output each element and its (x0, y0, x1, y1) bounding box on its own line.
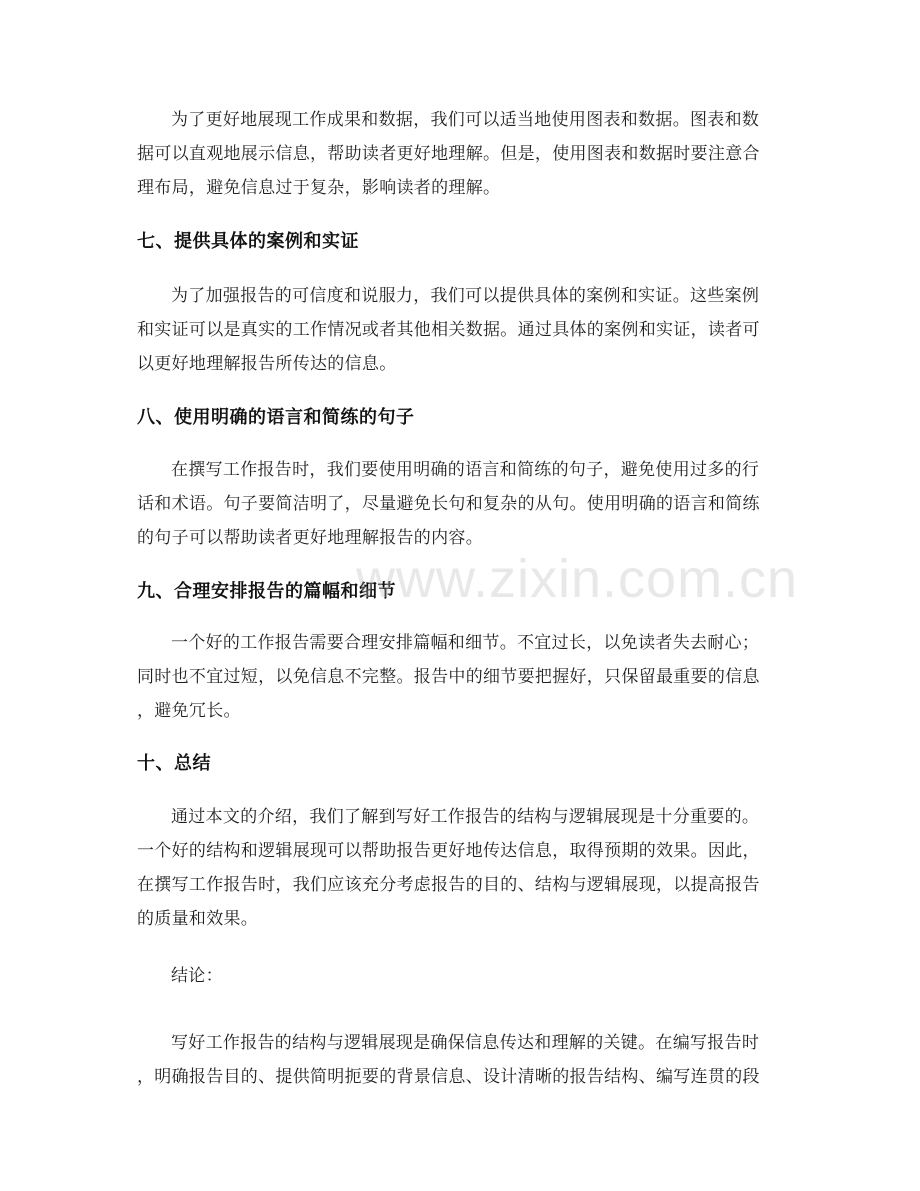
conclusion-label-text: 结论： (171, 966, 223, 986)
paragraph-line: ，明确报告目的、提供简明扼要的背景信息、设计清晰的报告结构、编写连贯的段 (137, 1067, 760, 1087)
watermark: www.zixin.com.cn (356, 549, 799, 609)
paragraph-line: 一个好的结构和逻辑展现可以帮助报告更好地传达信息，取得预期的效果。因此， (137, 841, 760, 861)
section-9-heading: 九、合理安排报告的篇幅和细节 (137, 581, 396, 602)
paragraph-line: 的句子可以帮助读者更好地理解报告的内容。 (137, 528, 483, 548)
paragraph-line: 同时也不宜过短，以免信息不完整。报告中的细节要把握好，只保留最重要的信息 (137, 667, 760, 687)
section-8-paragraph (137, 453, 787, 555)
section-7-paragraph (137, 279, 787, 381)
paragraph-line: 为了加强报告的可信度和说服力，我们可以提供具体的案例和实证。这些案例 (171, 286, 760, 306)
conclusion-label (137, 959, 787, 993)
section-7-heading: 七、提供具体的案例和实证 (137, 231, 359, 252)
section-10-paragraph (137, 800, 787, 936)
section-8-heading: 八、使用明确的语言和简练的句子 (137, 407, 415, 428)
section-9-paragraph (137, 626, 787, 728)
paragraph-line: 通过本文的介绍，我们了解到写好工作报告的结构与逻辑展现是十分重要的。 (171, 807, 760, 827)
paragraph-line: 理布局，避免信息过于复杂，影响读者的理解。 (137, 178, 501, 198)
paragraph-line: 在撰写工作报告时，我们要使用明确的语言和简练的句子，避免使用过多的行 (171, 460, 760, 480)
paragraph-line: 的质量和效果。 (137, 909, 259, 929)
paragraph-line: 话和术语。句子要简洁明了，尽量避免长句和复杂的从句。使用明确的语言和简练 (137, 494, 760, 514)
paragraph-line: 为了更好地展现工作成果和数据，我们可以适当地使用图表和数据。图表和数 (171, 110, 760, 130)
conclusion-paragraph (137, 1026, 787, 1094)
paragraph-line: 和实证可以是真实的工作情况或者其他相关数据。通过具体的案例和实证，读者可 (137, 320, 760, 340)
intro-paragraph (137, 103, 787, 205)
paragraph-line: 在撰写工作报告时，我们应该充分考虑报告的目的、结构与逻辑展现，以提高报告 (137, 875, 760, 895)
paragraph-line: 一个好的工作报告需要合理安排篇幅和细节。不宜过长，以免读者失去耐心； (171, 633, 760, 653)
paragraph-line: 以更好地理解报告所传达的信息。 (137, 354, 397, 374)
paragraph-line: ，避免冗长。 (137, 701, 241, 721)
paragraph-line: 据可以直观地展示信息，帮助读者更好地理解。但是，使用图表和数据时要注意合 (137, 144, 760, 164)
section-10-heading: 十、总结 (137, 753, 211, 774)
paragraph-line: 写好工作报告的结构与逻辑展现是确保信息传达和理解的关键。在编写报告时 (171, 1033, 760, 1053)
